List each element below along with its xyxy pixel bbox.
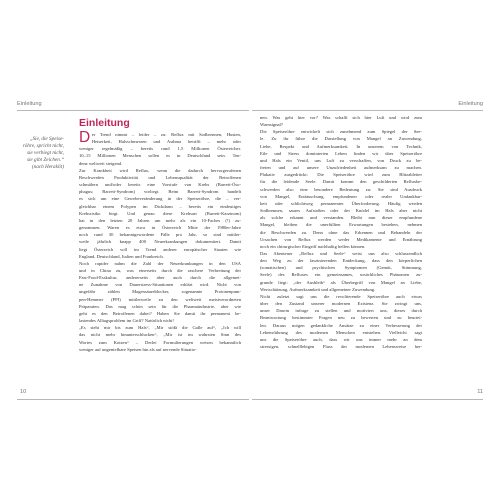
chapter-title: Einleitung: [79, 117, 130, 129]
body-line: hat in den letzten 20 Jahren um mehr als ein 10-Faches (!) zu-: [79, 217, 241, 223]
quote-source: (nach Heraklit): [31, 164, 64, 171]
page-number-right: 11: [477, 389, 483, 395]
body-line: Seele) des Refluxes ein gemeinsames, ursächliches Phänomen zu-: [260, 272, 422, 278]
quote-line: röhre, spricht nicht,: [22, 143, 64, 150]
body-line: weniger regelmäßig – bereits rund 1,5 Millionen Österreicher.: [79, 146, 241, 152]
running-head-right: Einleitung: [458, 101, 483, 107]
body-line: noch ein chirurgischer Eingriff nachhaltig helfen können.: [260, 243, 366, 249]
body-line: und in China zu, was einerseits durch die raschere Verbreitung der: [79, 267, 241, 273]
body-line: gleichbar einem Polypen im Dickdarm – bereits ein eindeutiges: [79, 203, 241, 209]
body-line: Zur Krankheit wird Reflux, wenn die dadurch hervorgerufenen: [79, 167, 241, 173]
body-line: Beantwortung bestimmter Fragen neu zu bewerten und zu beurtei-: [260, 315, 422, 321]
body-line: freien und auf unsere Unzufriedenheit aufmerksam zu machen.: [260, 165, 422, 171]
body-line: Warnsignal?: [260, 122, 283, 128]
body-line: genommen. Waren es etwa in Österreich Mitte der 1980er-Jahre: [79, 225, 241, 231]
quote-line: „Sie, die Speise-: [29, 136, 64, 142]
body-line: nen. Was geht hier vor? Was schafft sich hier Luft und wird zum: [260, 115, 422, 120]
body-line: Wertschätzung, Aufmerksamkeit und allgemeiner Zuwendung.: [260, 286, 376, 292]
page-number-left: 10: [20, 389, 27, 395]
header-rule-left: [17, 110, 249, 111]
body-line: und Hals ein Ventil, uns Luft zu verschaffen, von Druck zu be-: [260, 157, 422, 163]
right-page-body: [260, 114, 422, 350]
body-line: ungefähr zählen Magensäureblocker, sogenannte Protonenpum-: [79, 289, 241, 295]
left-page-body: [79, 131, 241, 353]
body-line: grunde liegt: „der Ausbleib“ als Überbegriff von Mangel an Liebe,: [260, 279, 422, 285]
drop-cap: D: [79, 129, 91, 146]
body-line: über den Zustand unserer modernen Existenz. Sie zwingt uns,: [260, 301, 422, 307]
body-line: pen-Hemmer (PPI) mittlerweile zu den weltweit meistverordneten: [79, 296, 241, 302]
body-line: Lebensführung des modernen Menschen entstehen. Vielleicht sagt: [260, 329, 422, 335]
body-line: uns die Speiseröhre auch, dass wir uns immer mehr an dem: [260, 336, 422, 342]
body-line: für die leidende Seele. Damit kommt den geschilderten Refluxbe-: [260, 179, 422, 185]
body-line: Eile und Stress dominierten Leben finden wir über Speiseröhre: [260, 150, 422, 156]
body-line: schwerden also eine besondere Bedeutung zu: Sie sind Ausdruck: [260, 186, 422, 192]
body-line: Liebe, Respekt und Aufmerksamkeit. In unserem von Technik,: [260, 143, 422, 149]
footer-rule-right: [252, 399, 483, 400]
body-line: schmälern und/oder bereits eine Vorstufe von Krebs (Barrett-Öso-: [79, 182, 241, 188]
quote-line: sie verbiegt nicht,: [26, 150, 64, 157]
body-line: (somatischen) und psychischen Symptomen (Gemüt, Stimmung,: [260, 265, 422, 271]
body-line: den Weg zu der faszinierenden Entdeckung, dass den körperlichen: [260, 258, 422, 264]
right-body-lines: [260, 114, 422, 350]
body-line: die Beschwerden zu. Denn ohne das Erkennen und Behandeln der: [260, 229, 422, 235]
quote-line: sie gibt Zeichen.“: [26, 157, 64, 164]
body-line: le. Zu ihr führe die Darstellung von Mangel an Zuwendung,: [260, 136, 422, 142]
body-line: von Mangel, Enttäuschung, empfundener oder realer Undankbar-: [260, 193, 422, 199]
body-line: ne Zunahme von Dauerstress-Situationen erklärt wird. Nicht von: [79, 282, 241, 288]
left-body-lines: [79, 145, 241, 353]
body-line: es sich um eine Gewebeveränderung in der Speiseröhre, die – ver-: [79, 196, 241, 202]
body-line: als solche erkannt und verstanden. Bleibt nun dieser empfundene: [260, 215, 422, 221]
body-line: Sodbrennen, saures Aufstoßen oder der Knödel im Hals aber nicht: [260, 208, 422, 214]
body-line: phagus; Barrett-Syndrom) vorliegt. Beim Barrett-Syndrom handelt: [79, 189, 241, 195]
body-line: Das Abenteuer „Reflux und Seele“ weist uns also schlussendlich: [260, 250, 422, 256]
body-line: weniger auf ungeniefbare Speisen hin als auf nervende Situatio-: [79, 346, 197, 352]
body-line: Wortes zum Kotzen“ – Derlei Formulierungen weisen bekanntlich: [79, 339, 241, 345]
body-line: er Trend nimmt – leider – zu: Reflux mit Sodbrennen, Husten,: [91, 132, 241, 137]
body-line: „Es steht mir bis zum Hals“, „Mir stößt die Galle auf“, „Ich will: [79, 325, 241, 331]
body-line: keit oder schlichtweg permanenter Überforderung. Häufig werden: [260, 200, 422, 206]
body-line: noch rund 30 bekanntgewordene Fälle pro Jahr, so sind mittler-: [79, 232, 241, 238]
body-line: lastendes Alltagsproblem im Griff? Natürlich nicht!: [79, 318, 174, 324]
footer-rule-left: [17, 399, 249, 400]
body-line: Nicht zuletzt sagt uns die revoltierende Speiseröhre auch etwas: [260, 293, 422, 299]
body-line: Plakativ ausgedrückt: Die Speiseröhre wird zum Blitzableiter: [260, 172, 422, 178]
body-line: das nicht mehr hinunterschlucken“, „Mir ist im wahrsten Sinn des: [79, 332, 241, 338]
body-line: Heiserkeit, Halsschmerzen und Asthma betrifft – mehr oder: [91, 139, 241, 145]
body-line: Ursachen von Reflux werden weder Medikamente und Ernährung: [260, 236, 422, 242]
body-line: weile jährlich knapp 400 Neuerkrankungen dokumentiert. Damit: [79, 239, 241, 245]
body-line: Krebsrisiko birgt. Und genau diese Krebsart (Barrett-Karzinom): [79, 210, 241, 216]
body-line: len. Daraus mögen gedankliche Ansätze zu einer Verbesserung der: [260, 322, 422, 328]
body-line: England, Deutschland, Italien und Frankreich.: [79, 253, 164, 259]
body-line: Präparaten. Das mag schön sein für die Pharmaindustrie, aber wie: [79, 303, 241, 309]
header-rule-right: [252, 110, 483, 111]
body-line: Beschwerden Produktivität und Lebensqualität der Betroffenen: [79, 174, 241, 180]
running-head-left: Einleitung: [17, 101, 42, 107]
body-line: Mangel, bleiben die unerfüllten Erwartungen bestehen, nehmen: [260, 222, 422, 228]
margin-quote: [20, 136, 64, 171]
body-line: Noch rapider nahm die Zahl der Neuerkrankungen in den USA: [79, 260, 241, 266]
body-line: geht es den Betroffenen dabei? Haben Sie damit ihr permanent be-: [79, 310, 241, 316]
body-line: Die Speiseröhre entwickelt sich zunehmend zum Spiegel der See-: [260, 129, 422, 135]
body-line: unser Dasein infrage zu stellen und motiviert uns, dieses durch: [260, 308, 422, 314]
body-line: liegt Österreich voll im Trend anderer europäischer Staaten wie: [79, 246, 241, 252]
body-line: 10–15 Millionen Menschen sollen es in Deutschland sein. Ten-: [79, 153, 241, 159]
body-line: Fast-Food-Esskultur, andererseits aber auch durch die allgemei-: [79, 275, 241, 281]
body-line: denz weltweit steigend.: [79, 160, 123, 166]
body-line: stressigen, schnelllebigen Fluss der modernen Lebensweise her-: [260, 344, 422, 349]
